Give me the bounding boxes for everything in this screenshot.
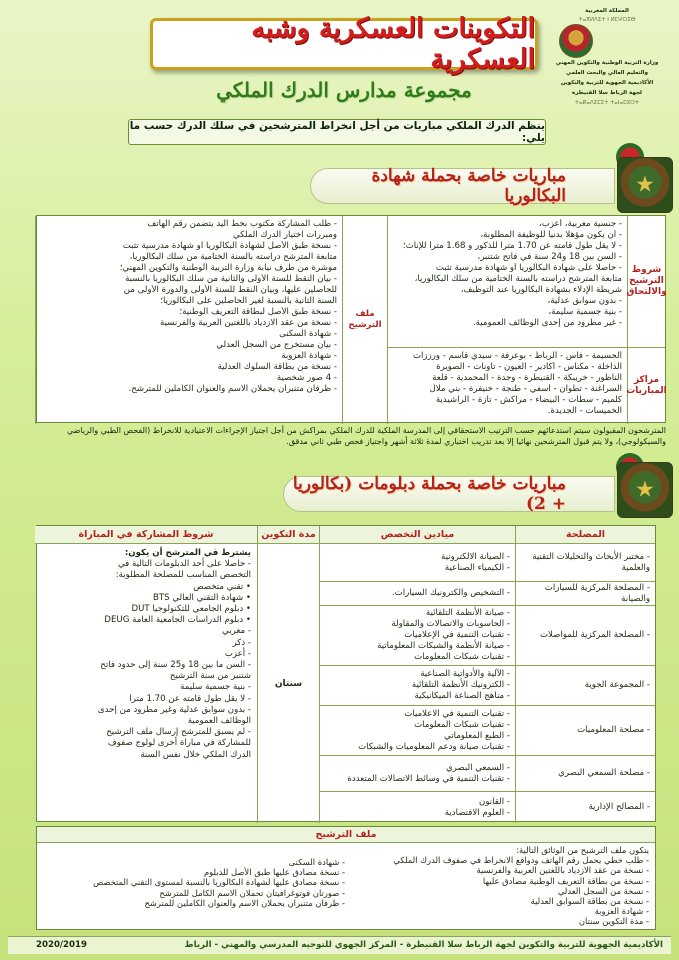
list-item: - لا يقل طول قامته عن 1.70 مترا — [129, 693, 251, 704]
ministry-line: وزارة التربية الوطنية والتكوين المهني — [555, 60, 659, 66]
list-item: شتنبر من سنة الترشيح — [169, 671, 251, 682]
list-item: متابعة المترشح دراسته بالسنة الختامية من سلك البكالوريا، — [129, 252, 337, 262]
ministry-line: لجهة الرباط سلا القنيطرة — [572, 90, 642, 96]
list-item: • دبلوم الدراسات الجامعية العامة DEUG — [104, 615, 251, 626]
header-conditions: شروط المشاركة في المباراة — [35, 526, 257, 544]
table-row — [319, 544, 655, 582]
table-row — [319, 756, 655, 792]
list-item: - تقنيات صيانة ودعم المعلوميات والشبكات — [358, 741, 510, 752]
list-item: - الحاسوبات والاتصالات والمقاولة — [391, 619, 510, 629]
section1-note: المترشحون المقبولون سيتم استدعائهم حسب الترتيب الاستحقاقي إلى المدرسة الملكية للدرك الملكي بمراكش من أجل اجتياز الإجراءات الاعتيادية للانخراط (الفحص الطبي والرياضي والسيكولوجي)، ولا يتم قبول المترشحين نهائيا إلا بعد تدريب اختباري لمدة ثلاثة أشهر واجتياز فحص طبي ثاني مدقق. — [67, 426, 666, 446]
section2-title: مباريات خاصة بحملة دبلومات (بكالوريا + 2) — [292, 474, 566, 514]
page-title: التكوينات العسكرية وشبه العسكرية — [251, 13, 535, 75]
list-item: للمشاركة في مباراة أخرى لولوج صفوف — [107, 738, 251, 749]
list-item: - 4 صور شخصية — [276, 373, 337, 383]
conditions-list — [387, 216, 627, 348]
list-item: - طلب خطي يحمل رقم الهاتف ودوافع الانخراط في صفوف الدرك الملكي — [393, 855, 649, 866]
list-item: - تقنيات التنمية في وسائط الاتصالات المتعددة — [347, 773, 510, 784]
list-item: شريطة الإدلاء بشهادة البكالوريا عند التوظيف، — [460, 285, 622, 295]
list-item: - السن ما بين 18 و25 سنة إلى حدود فاتح — [100, 660, 251, 671]
list-item: - نسخة طبق الأصل لشهادة البكالوريا أو شهادة مدرسية تثبت — [122, 241, 337, 251]
table-row — [319, 582, 655, 606]
ministry-line: ⵜⴰⴽⴰⴷⵉⵎⵉⵜ ⵜⴰⵏⴰⵎⵓⵔⵜ — [574, 100, 640, 106]
list-item: - شهادة العزوبة — [594, 906, 649, 917]
list-item: - صيانة الأنظمة والشبكات المعلوماتية — [377, 641, 510, 651]
spec-cell — [319, 756, 515, 791]
header-duration: مدة التكوين — [257, 526, 319, 544]
list-item: - حاصلا على شهادة البكالوريا أو شهادة مدرسية تثبت — [435, 263, 622, 273]
file-title: ملف الترشيح — [37, 827, 655, 843]
list-item: متابعة المترشح دراسته بالسنة الختامية من سلك البكالوريا، — [414, 274, 622, 284]
table-row — [319, 666, 655, 706]
header-spec: ميادين التخصص — [319, 526, 515, 544]
list-item: الوظائف العمومية — [187, 716, 251, 727]
page-subtitle: مجموعة مدارس الدرك الملكي — [216, 78, 472, 102]
header-unit: المصلحة — [515, 526, 655, 544]
list-item: • تقني متخصص — [193, 581, 251, 592]
list-item: السراغنة - تطوان - أسفي - طنجة - خنيفرة - بني ملال — [429, 384, 622, 394]
spec-cell — [319, 706, 515, 755]
label-file: ملف الترشيح — [342, 216, 387, 424]
list-item: - بدون سوابق عدلية، — [547, 296, 622, 306]
ministry-line: ⵜⴰⴳⵍⴷⵉⵜ ⵏ ⵍⵎⵖⵔⵉⴱ — [578, 17, 636, 23]
file-list-right — [349, 845, 649, 927]
duration-cell: سنتان — [257, 544, 319, 823]
table-row — [319, 792, 655, 823]
ministry-line: المملكة المغربية — [585, 8, 629, 14]
list-item: - بنية جسمية سليمة — [180, 682, 251, 693]
list-item: - شهادة السكنى — [288, 857, 345, 867]
list-item: - التشخيص والكترونيك السيارات. — [391, 588, 510, 598]
list-item: - تقنيات التنمية في الإعلاميات — [404, 630, 510, 640]
list-item: يتكون ملف الترشيح من الوثائق التالية: — [516, 845, 649, 855]
list-item: - جنسية مغربية، أعزب، — [538, 219, 622, 229]
gendarmerie-badge-icon: ★ — [617, 157, 673, 213]
list-item: - بيان النقط للسنة الأولى والثانية من سلك البكالوريا بالنسبة — [125, 274, 337, 284]
list-item: - بنية جسمية سليمة، — [548, 307, 622, 317]
list-item: - مغربي — [222, 626, 251, 637]
unit-cell: - المصلحة المركزية للمواصلات — [515, 606, 655, 665]
table-row — [319, 606, 655, 666]
list-item: - حاصلا على أحد الدبلومات التالية في — [117, 559, 251, 570]
list-item: - نسخة من بطاقة التعريف الوطنية مصادق عليها — [482, 875, 649, 886]
list-item: - ظرفان متنبران يحملان الاسم والعنوان الكاملين للمترشح — [144, 897, 345, 908]
list-item: - نسخة من بطاقة السلوك العدلية — [217, 362, 337, 372]
unit-cell: - المصالح الإدارية — [515, 792, 655, 823]
list-item: - تقنيات شبكات المعلومات — [414, 719, 510, 730]
list-item: - نسخة من السجل العدلي — [557, 885, 649, 896]
list-item: - ظرفان متنبران يحملان الاسم والعنوان الكاملين للمترشح. — [128, 384, 337, 394]
list-item: - الطبع المعلوماتي — [444, 730, 510, 741]
list-item: السنة الثانية بالنسبة لغير الحاصلين على البكالوريا؛ — [160, 296, 337, 306]
list-item: - السمعي البصري — [445, 762, 510, 773]
list-item: الخميسات - الجديدة. — [547, 406, 622, 416]
list-item: كلميم - سطات - البيضاء - مراكش - تازة - الراشيدية — [435, 395, 622, 405]
list-item: - تقنيات التنمية في الاعلاميات — [404, 708, 510, 719]
label-centers: مراكز المباريات — [627, 348, 665, 424]
documents-list — [35, 216, 342, 424]
section1-title: مباريات خاصة بحملة شهادة البكالوريا — [371, 166, 566, 206]
list-item: - شهادة السكنى — [279, 329, 337, 339]
table-row — [319, 706, 655, 756]
list-item: - صيانة الأنظمة التلقائية — [425, 608, 510, 618]
section1-table — [36, 215, 666, 423]
list-item: الدرك الملكي خلال نفس السنة — [140, 749, 251, 760]
gendarmerie-badge-icon: ★ — [617, 462, 673, 518]
list-item: - نسخة مصادق عليها لشهادة البكالوريا بالنسبة لمستوى التقني المتخصص — [93, 877, 345, 888]
ministry-line: الأكاديمية الجهوية للتربية والتكوين — [560, 80, 654, 86]
list-item: - نسخة طبق الأصل لبطاقة التعريف الوطنية؛ — [179, 307, 337, 317]
list-item: - الكترونيك الأنظمة التلقائية — [411, 680, 510, 690]
footer-text: الأكاديمية الجهوية للتربية والتكوين لجهة الرباط سلا القنيطرة - المركز الجهوي للتوجيه المدرسي والمهني - الرباط — [184, 940, 663, 950]
spec-cell — [319, 606, 515, 665]
list-item: - الكيمياء الصناعية — [444, 562, 510, 573]
list-item: موشرة من طرف نيابة وزارة التربية الوطنية والتكوين المهني؛ — [119, 263, 337, 273]
spec-cell — [319, 666, 515, 705]
unit-cell: - المصلحة المركزية للسيارات والصيانة — [515, 582, 655, 605]
page-title-box — [150, 13, 538, 75]
unit-cell: - مصلحة السمعي البصري — [515, 756, 655, 791]
list-item: - نسخة من بطاقة السوابق العدلية — [530, 896, 649, 907]
list-item: الحسيمة - فاس - الرباط - بوعرفة - سيدي قاسم - ورززات — [412, 351, 622, 361]
list-item: الداخلة - مكناس - أكادير - العيون - تاونات - الصويرة — [436, 362, 622, 372]
unit-cell: - مصلحة المعلوميات — [515, 706, 655, 755]
list-item: - ذكر — [232, 637, 251, 648]
list-item: - مناهج الصناعة الميكانيكية — [414, 691, 510, 701]
footer-year: 2020/2019 — [36, 940, 87, 950]
list-item: - بدون سوابق عدلية وغير مطرود من إحدى — [97, 704, 251, 715]
section2-table — [36, 525, 656, 822]
ministry-line: والتعليم العالي والبحث العلمي — [566, 70, 648, 76]
list-item: - غير مطرود من إحدى الوظائف العمومية. — [472, 318, 622, 328]
royal-emblem-icon — [559, 24, 593, 58]
list-item: • شهادة التقني العالي BTS — [153, 592, 251, 603]
list-item: - شهادة العزوبة — [281, 351, 337, 361]
list-item: - السن بين 18 و24 سنة في فاتح شتنبر، — [477, 252, 622, 262]
list-item: - طلب المشاركة مكتوب بخط اليد يتضمن رقم الهاتف — [147, 219, 337, 229]
section2-banner — [283, 476, 615, 512]
list-item: - الصيانة الالكترونية — [441, 551, 510, 562]
file-list-left — [45, 857, 345, 908]
list-item: التخصص المناسب للمصلحة المطلوبة: — [115, 570, 251, 581]
list-item: ومبررات اختيار الدرك الملكي — [232, 230, 337, 240]
list-item: - لم يسبق للمترشح إرسال ملف الترشيح — [106, 727, 251, 738]
section2-conditions — [35, 544, 257, 823]
list-item: يشترط في المترشح أن يكون: — [124, 548, 251, 558]
intro-text: ينظم الدرك الملكي مباريات من أجل انخراط المترشحين في سلك الدرك حسب ما يلي: — [129, 120, 545, 144]
list-item: - تقنيات شبكات المعلومات — [414, 652, 510, 662]
centers-list — [387, 348, 627, 424]
label-conditions: شروط الترشيح والالتحاق — [627, 216, 665, 348]
list-item: - نسخة من عقد الازدياد باللغتين العربية والفرنسية — [159, 318, 337, 328]
spec-cell — [319, 544, 515, 581]
section1-banner — [310, 168, 615, 204]
list-item: - العلوم الاقتصادية — [444, 807, 510, 818]
unit-cell: - مختبر الأبحاث والتحليلات التقنية والعلمية — [515, 544, 655, 581]
list-item: • دبلوم الجامعي للتكنولوجيا DUT — [131, 604, 251, 615]
list-item: - أعزب — [224, 648, 251, 659]
list-item: - القانون — [479, 796, 510, 807]
file-box — [36, 826, 656, 930]
unit-cell: - المجموعة الجوية — [515, 666, 655, 705]
list-item: - نسخة من عقد الازدياد باللغتين العربية والفرنسية — [476, 865, 649, 876]
footer — [8, 936, 671, 954]
list-item: - الآلية والأدواتية الصناعية — [420, 669, 510, 679]
list-item: - بيان مستخرج من السجل العدلي — [216, 340, 337, 350]
list-item: للحاصلين عليها، وبيان النقط للسنة الأولى والدورة الأولى من — [123, 285, 337, 295]
list-item: الناظور - خريبكة - القنيطرة - وجدة - المحمدية - قلعة — [432, 373, 622, 383]
list-item: - أن يكون مؤهلا بدنيا للوظيفة المطلوبة، — [480, 230, 622, 240]
list-item: - مدة التكوين سنتان — [578, 916, 649, 927]
list-item: - نسخة مصادق عليها طبق الأصل للدبلوم — [203, 867, 345, 878]
spec-cell — [319, 792, 515, 823]
spec-cell — [319, 582, 515, 605]
list-item: - لا يقل طول قامته عن 1.70 مترا للذكور و 1.68 مترا للإناث؛ — [402, 241, 622, 251]
list-item: - صورتان فوتوغرافيتان تحملان الاسم الكامل للمترشح — [159, 887, 345, 898]
